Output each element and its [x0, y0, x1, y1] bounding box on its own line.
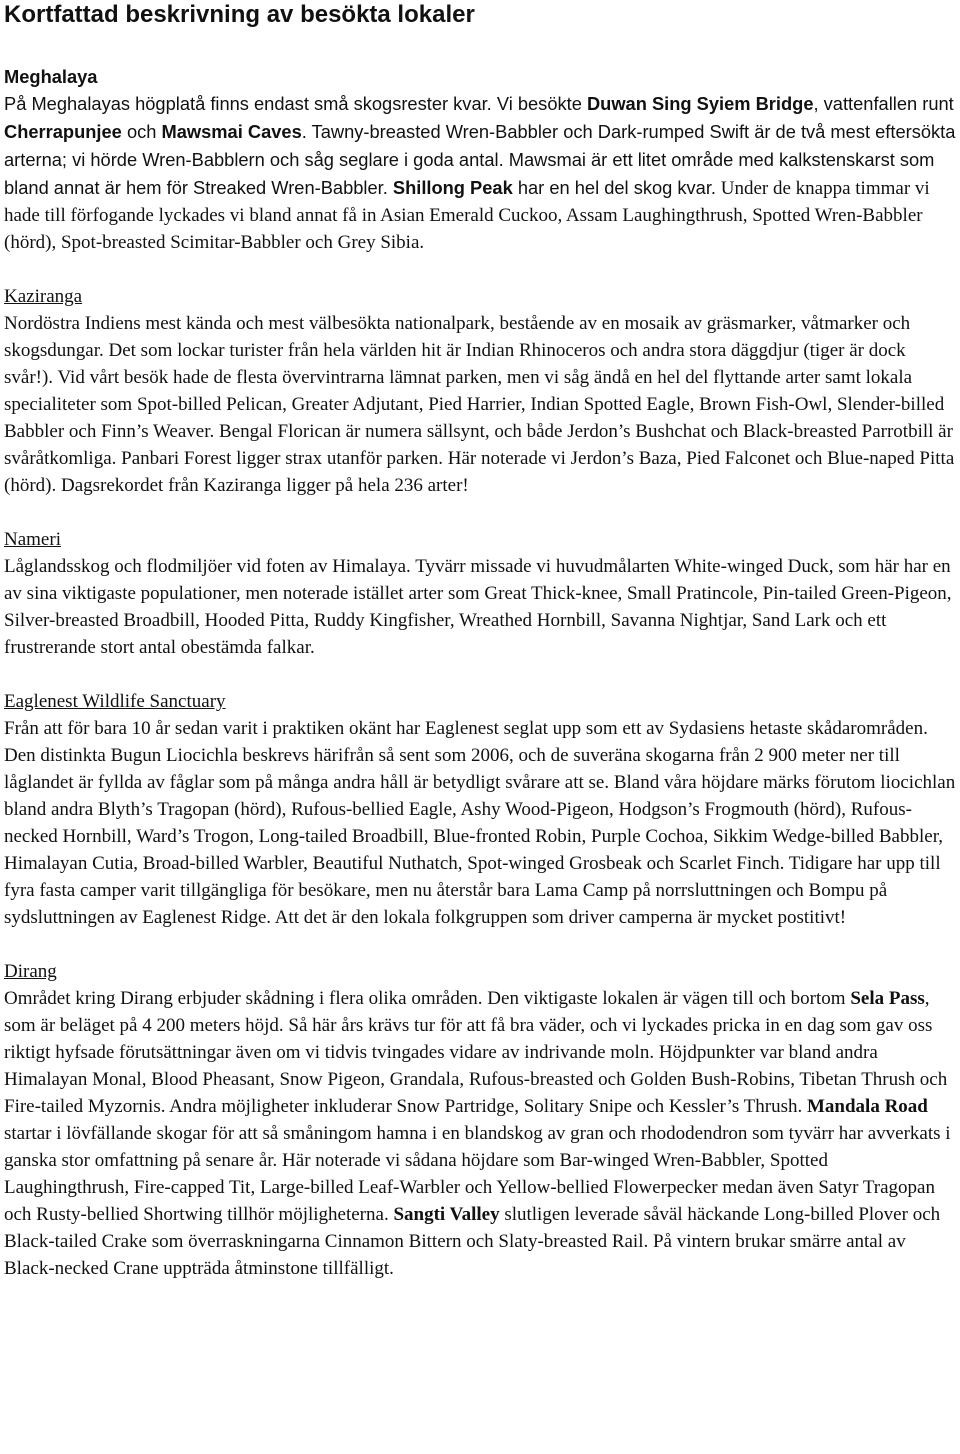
section-heading-dirang: Dirang: [4, 961, 57, 982]
text-run: , som är beläget på 4 200 meters höjd. Så här års krävs tur för att få bra väder, och vi lyckades pricka in en dag som gav oss riktigt hyfsade förutsättningar även om vi tidvis tvingades vidare av indrivande moln. Höjdpunkter var bland andra Himalayan Monal, Blood Pheasant, Snow Pigeon, Grandala, Rufous-breasted och Golden Bush-Robins, Tibetan Thrush och Fire-tailed Myzornis. Andra möjligheter inkluderar Snow Partridge, Solitary Snipe och Kessler’s Thrush.: [4, 988, 948, 1117]
section-nameri: [4, 526, 956, 661]
place-name-mandala-road: Mandala Road: [806, 1096, 928, 1117]
text-run: slutligen leverade såväl häckande Long-billed Plover och Black-tailed Crake som överraskningarna Cinnamon Bittern och Slaty-breasted Rail. På vintern brukar smärre antal av Black-necked Crane uppträda åtminstone tillfälligt.: [4, 1204, 941, 1279]
text-run: Under de knappa timmar vi hade till förfogande lyckades vi bland annat få in Asian Emerald Cuckoo, Assam Laughingthrush, Spotted Wren-Babbler (hörd), Spot-breasted Scimitar-Babbler och Grey Sibia.: [4, 178, 930, 253]
section-text-meghalaya: [4, 90, 956, 256]
place-name-shillong-peak: Shillong Peak: [392, 177, 513, 198]
section-heading-kaziranga: Kaziranga: [4, 286, 83, 307]
text-run: och: [121, 121, 162, 142]
place-name-sela-pass: Sela Pass: [850, 988, 925, 1009]
section-text-kaziranga: Nordöstra Indiens mest kända och mest välbesökta nationalpark, bestående av en mosaik av gräsmarker, våtmarker och skogsdungar. Det som lockar turister från hela världen hit är Indian Rhinoceros och andra stora däggdjur (tiger är dock svår!). Vid vårt besök hade de flesta övervintrarna lämnat parken, men vi såg ändå en hel del flyttande arter samt lokala specialiteter som Spot-billed Pelican, Greater Adjutant, Pied Harrier, Indian Spotted Eagle, Brown Fish-Owl, Slender-billed Babbler och Finn’s Weaver. Bengal Florican är numera sällsynt, och både Jerdon’s Bushchat och Black-breasted Parrotbill är svåråtkomliga. Panbari Forest ligger strax utanför parken. Här noterade vi Jerdon’s Baza, Pied Falconet och Blue-naped Pitta (hörd). Dagsrekordet från Kaziranga ligger på hela 236 arter!: [4, 313, 955, 496]
section-eaglenest: [4, 688, 956, 931]
section-text-dirang: [4, 985, 956, 1282]
section-text-eaglenest: Från att för bara 10 år sedan varit i praktiken okänt har Eaglenest seglat upp som ett av Sydasiens hetaste skådarområden. Den distinkta Bugun Liocichla beskrevs härifrån så sent som 2006, och de suveräna skogarna från 2 900 meter ner till låglandet är fyllda av fåglar som på många andra håll är betydligt svårare att se. Bland våra höjdare märks förutom liocichlan bland andra Blyth’s Tragopan (hörd), Rufous-bellied Eagle, Ashy Wood-Pigeon, Hodgson’s Frogmouth (hörd), Rufous-necked Hornbill, Ward’s Trogon, Long-tailed Broadbill, Blue-fronted Robin, Purple Cochoa, Sikkim Wedge-billed Babbler, Himalayan Cutia, Broad-billed Warbler, Beautiful Nuthatch, Spot-winged Grosbeak och Scarlet Finch. Tidigare har upp till fyra fasta camper varit tillgängliga för besökare, men nu återstår bara Lama Camp på norrsluttningen och Bompu på sydsluttningen av Eaglenest Ridge. Att det är den lokala folkgruppen som driver camperna är mycket postitivt!: [4, 718, 956, 928]
page-title: Kortfattad beskrivning av besökta lokaler: [4, 1, 475, 28]
text-run: Området kring Dirang erbjuder skådning i flera olika områden. Den viktigaste lokalen är vägen till och bortom: [4, 988, 851, 1009]
text-run: . Tawny-breasted Wren-Babbler och Dark-rumped Swift är de två mest eftersökta arterna; vi hörde Wren-Babblern och såg seglare i goda antal. Mawsmai är ett litet område med kalkstenskarst som bland annat är hem för Streaked Wren-Babbler.: [4, 121, 956, 198]
section-text-nameri: Låglandsskog och flodmiljöer vid foten av Himalaya. Tyvärr missade vi huvudmålarten White-winged Duck, som här har en av sina viktigaste populationer, men noterade istället arter som Great Thick-knee, Small Pratincole, Pin-tailed Green-Pigeon, Silver-breasted Broadbill, Hooded Pitta, Ruddy Kingfisher, Wreathed Hornbill, Savanna Nightjar, Sand Lark och ett frustrerande stort antal obestämda falkar.: [4, 556, 952, 658]
section-dirang: [4, 958, 956, 1282]
place-name-cherrapunjee: Cherrapunjee: [4, 121, 122, 142]
section-heading-meghalaya: Meghalaya: [4, 66, 98, 87]
text-run: startar i lövfällande skogar för att så småningom hamna i en blandskog av gran och rhododendron som tyvärr har avverkats i ganska stor omfattning på senare år. Här noterade vi sådana höjdare som Bar-winged Wren-Babbler, Spotted Laughingthrush, Fire-capped Tit, Large-billed Leaf-Warbler och Yellow-bellied Flowerpecker medan även Satyr Tragopan och Rusty-bellied Shortwing tillhör möjligheterna.: [4, 1123, 951, 1225]
section-heading-nameri: Nameri: [4, 529, 61, 550]
place-name-duwan-sing-syiem-bridge: Duwan Sing Syiem Bridge: [586, 93, 814, 114]
section-meghalaya: [4, 63, 956, 256]
section-kaziranga: [4, 283, 956, 499]
text-run: , vattenfallen runt: [813, 93, 954, 114]
text-run: På Meghalayas högplatå finns endast små skogsrester kvar. Vi besökte: [4, 93, 587, 114]
place-name-sangti-valley: Sangti Valley: [393, 1204, 500, 1225]
section-heading-eaglenest: Eaglenest Wildlife Sanctuary: [4, 691, 226, 712]
text-run: har en hel del skog kvar.: [512, 177, 716, 198]
place-name-mawsmai-caves: Mawsmai Caves: [161, 121, 302, 142]
